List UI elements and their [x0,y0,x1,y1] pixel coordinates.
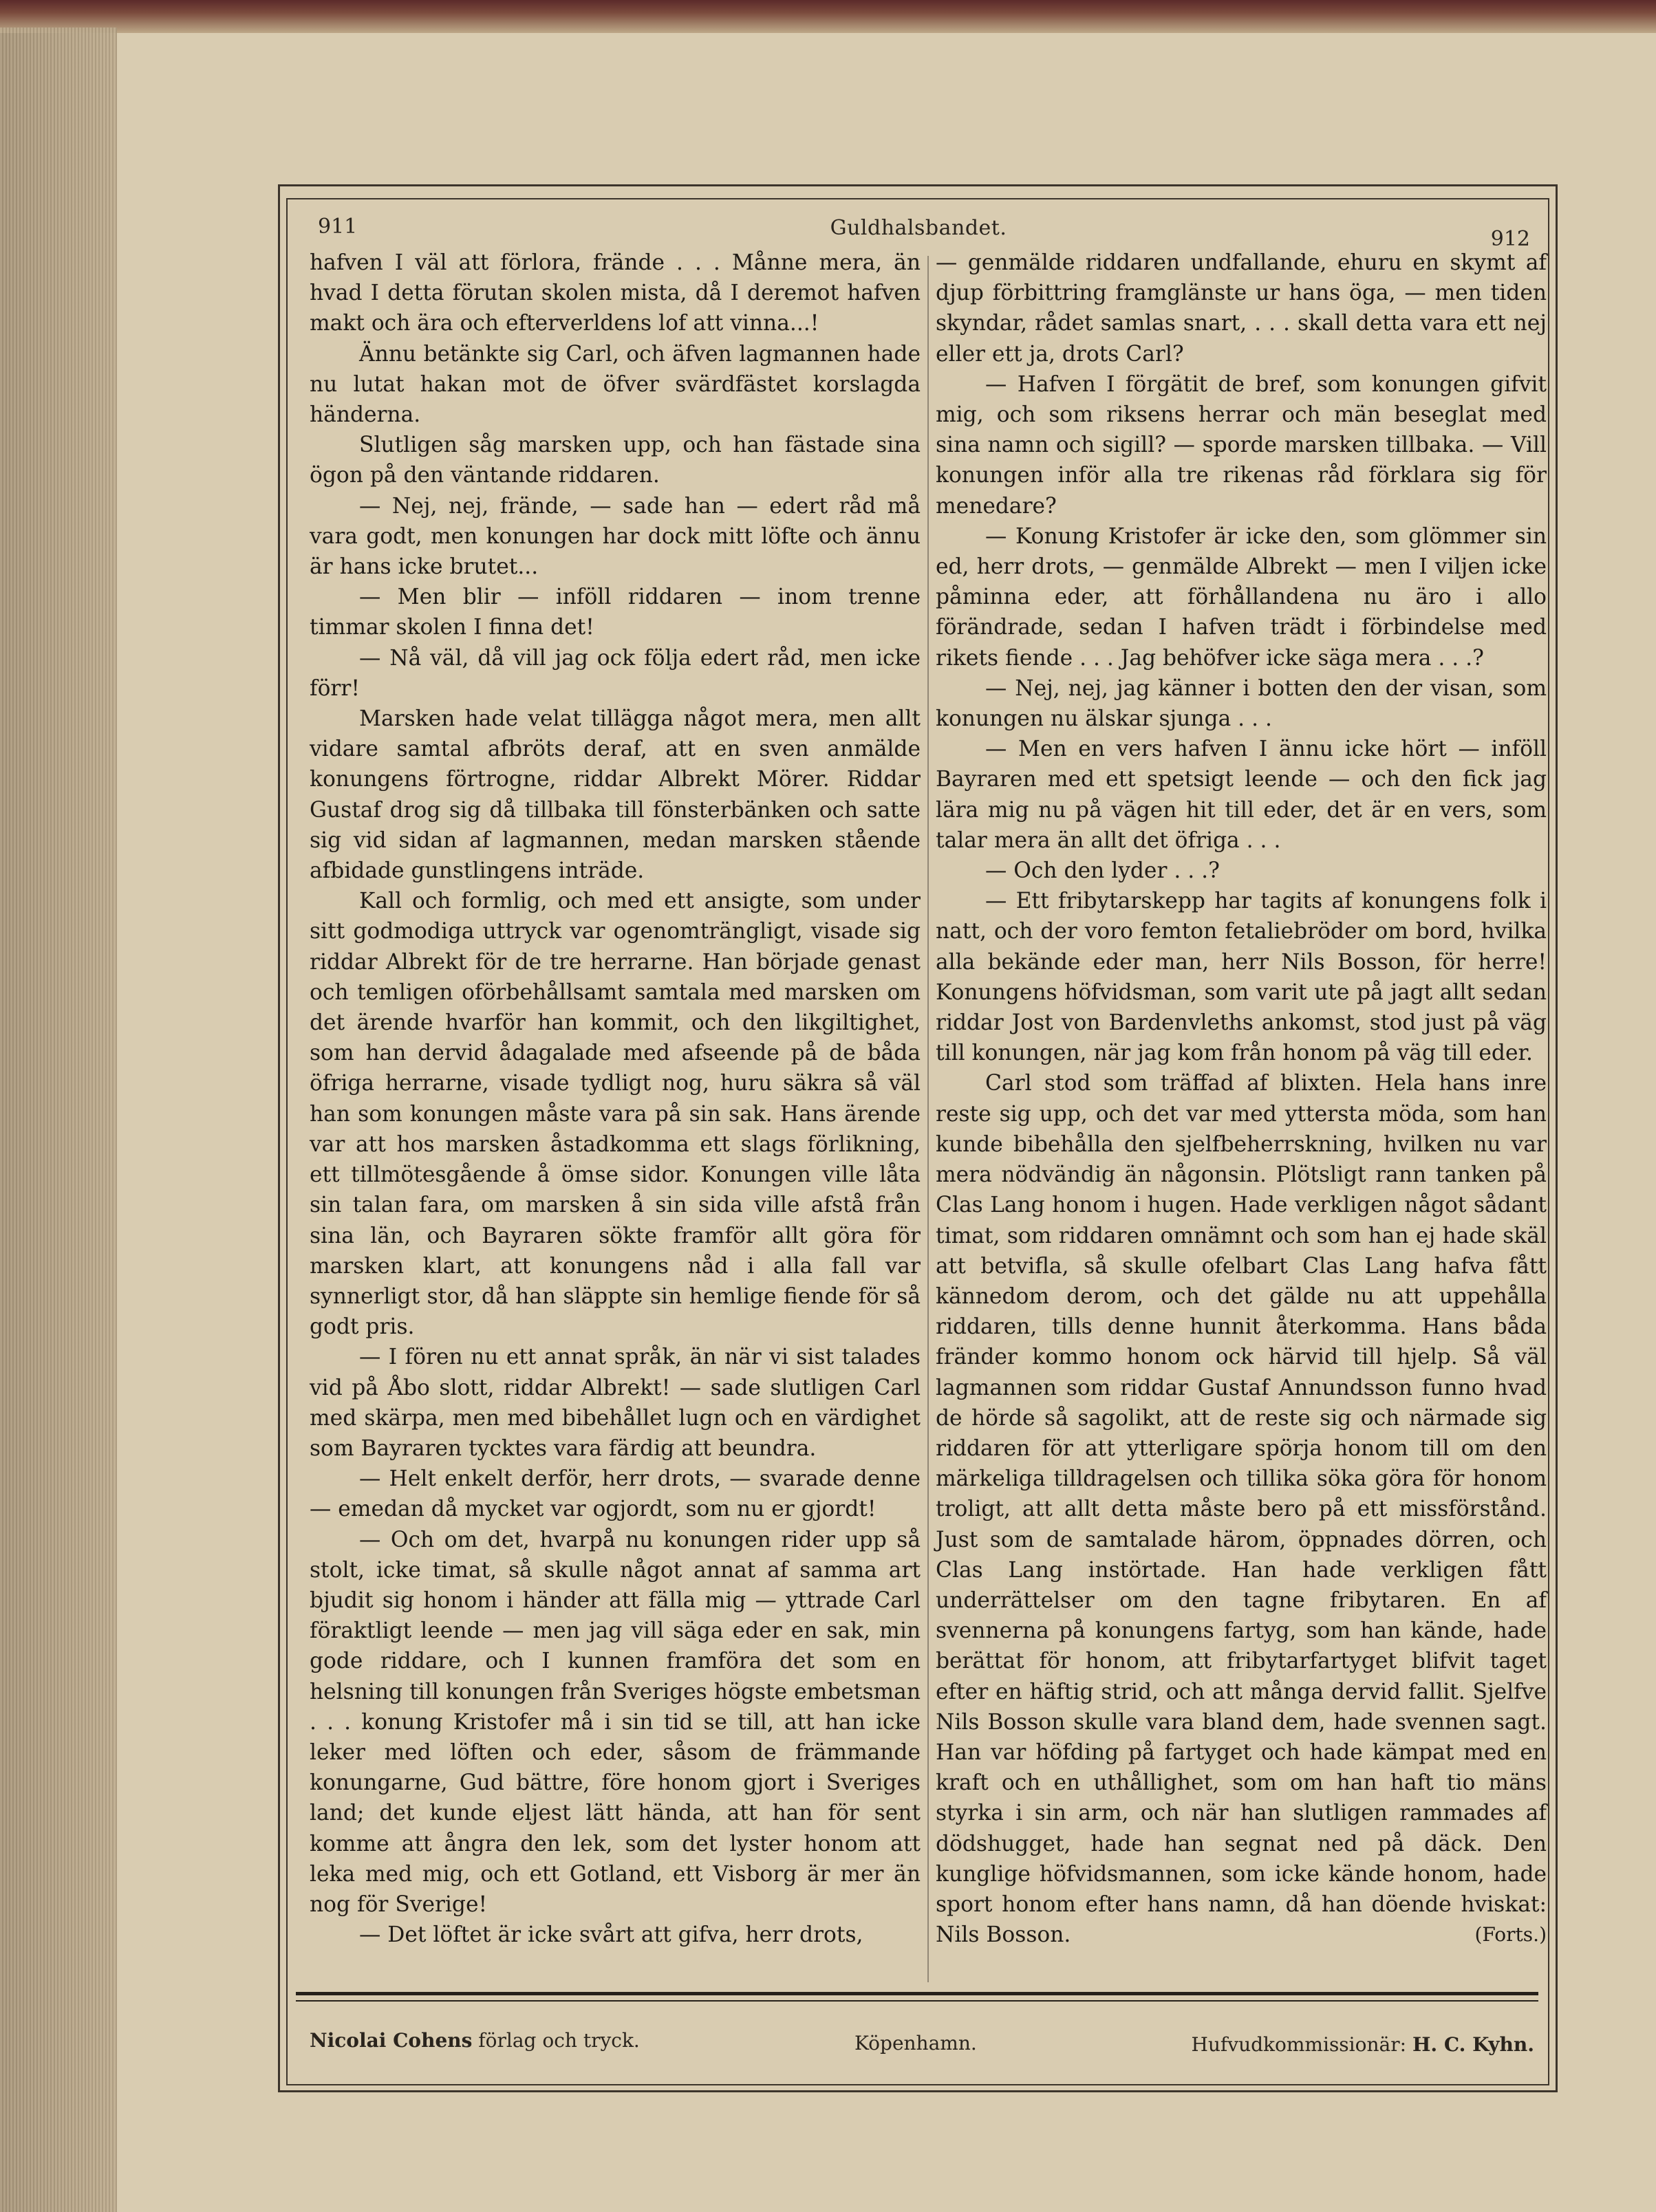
right-text-column [936,248,1547,1950]
page-stack-edges [0,28,117,2212]
publisher-suffix: förlag och tryck. [472,2029,640,2052]
paragraph-text: hafven I väl att förlora, frände . . . Månne mera, än hvad I detta förutan skolen mista, då I deremot hafven makt och ära och efterverldens lof att vinna...! [310,250,921,336]
paragraph-text: — Det löftet är icke svårt att gifva, herr drots, [359,1922,863,1948]
page-number-left: 911 [318,215,358,239]
paragraph-text: — Nå väl, då vill jag ock följa edert råd, men icke förr! [310,645,921,701]
page-number-right: 912 [1490,227,1530,251]
paragraph [936,734,1547,856]
imprint-footer [310,2029,1534,2063]
paragraph [310,582,921,642]
paragraph-text: — Konung Kristofer är icke den, som glömmer sin ed, herr drots, — genmälde Albrekt — men I viljen icke påminna eder, att förhållandena nu äro i allo förändrade, sedan I hafven trädt i förbindelse med rikets fiende . . . Jag behöfver icke säga mera . . .? [936,523,1547,671]
paragraph-text: — Men en vers hafven I ännu icke hört — inföll Bayraren med ett spetsigt leende — och den fick jag lära mig nu på vägen hit till eder, det är en vers, som talar mera än allt det öfriga . . . [936,737,1547,853]
paragraph-text: — I fören nu ett annat språk, än när vi sist talades vid på Åbo slott, riddar Albrekt! — sade slutligen Carl med skärpa, men med bibehållet lugn och en värdighet som Bayraren tycktes vara färdig att beundra. [310,1345,921,1461]
commission-name: H. C. Kyhn. [1412,2033,1534,2056]
paragraph-text: — genmälde riddaren undfallande, ehuru en skymt af djup förbittring framglänste ur hans öga, — men tiden skyndar, rådet samlas snart, . . . skall detta vara ett nej eller ett ja, drots Carl? [936,250,1547,367]
paragraph [936,886,1547,1068]
imprint-city: Köpenhamn. [854,2032,977,2054]
commission-imprint [1191,2033,1534,2056]
publisher-imprint [310,2029,640,2052]
paragraph-text: Carl stod som träffad af blixten. Hela hans inre reste sig upp, och det var med yttersta möda, som han kunde bibehålla den sjelfbeherrskning, hvilken nu var mera nödvändig än någonsin. Plötsligt rann tanken på Clas Lang honom i hugen. Hade verkligen något sådant timat, som riddaren omnämnt och som han ej hade skäl att betvifla, så skulle ofelbart Clas Lang hafva fått kännedom derom, och det gälde nu att uppehålla riddaren, tills denne hunnit återkomma. Hans båda fränder kommo honom ock härvid till hjelp. Så väl lagmannen som riddar Gustaf Annundsson funno hvad de hörde så sagolikt, att de reste sig och närmade sig riddaren för att ytterligare spörja honom till om den märkeliga tilldragelsen och tillika söka göra för honom troligt, att allt detta måste bero på ett missförstånd. Just som de samtalade härom, öppnades dörren, och Clas Lang instörtade. Han hade verkligen fått underrättelser om den tagne fribytaren. En af svennerna på konungens fartyg, som han kände, hade berättat för honom, att fribytarfartyget blifvit taget efter en häftig strid, och att många dervid fallit. Sjelfve Nils Bosson skulle vara bland dem, hade svennen sagt. Han var höfding på fartyget och hade kämpat med en kraft och en uthållighet, som om han haft tio mäns styrka i sin arm, och när han slutligen rammades af dödshugget, hade han segnat ned på däck. Den kunglige höfvidsmannen, som icke kände honom, hade sport honom efter hans namn, då han döende hviskat: Nils Bosson. [936,1071,1547,1948]
commission-label: Hufvudkommissionär: [1191,2033,1412,2056]
running-header [296,206,1541,251]
paragraph-text: Kall och formlig, och med ett ansigte, som under sitt godmodiga uttryck var ogenomträngligt, visade sig riddar Albrekt för de tre herrarne. Han började genast och temligen oförbehållsamt samtala med marsken om det ärende hvarför han kommit, och den likgiltighet, som han dervid ådagalade med afseende på de båda öfriga herrarne, visade tydligt nog, huru säkra så väl han som konungen måste vara på sin sak. Hans ärende var att hos marsken åstadkomma ett slags förlikning, ett tillmötesgående å ömse sidor. Konungen ville låta sin talan fara, om marsken å sin sida ville afstå från sina län, och Bayraren sökte framför allt göra för marsken klart, att konungens nåd i alla fall var synnerligt stor, då han släppte sin hemlige fiende för så godt pris. [310,889,921,1340]
paragraph [310,1464,921,1524]
footer-rule-thick [296,1992,1538,1995]
book-top-edge [0,0,1656,33]
paragraph [310,430,921,490]
paragraph [936,1068,1547,1950]
running-title: Guldhalsbandet. [830,216,1007,240]
paragraph-text: Ännu betänkte sig Carl, och äfven lagmannen hade nu lutat hakan mot de öfver svärdfästet korslagda händerna. [310,341,921,428]
paragraph [310,1920,921,1950]
paragraph [310,643,921,704]
paragraph-text: — Och den lyder . . .? [985,858,1220,884]
publisher-name: Nicolai Cohens [310,2029,473,2052]
paragraph-text: — Hafven I förgätit de bref, som konungen gifvit mig, och som riksens herrar och män beseglat med sina namn och sigill? — sporde marsken tillbaka. — Vill konungen inför alla tre rikenas råd förklara sig för menedare? [936,371,1547,519]
paragraph [310,248,921,339]
paragraph [936,521,1547,673]
paragraph-text: — Ett fribytarskepp har tagits af konungens folk i natt, och der voro femton fetaliebröder om bord, hvilka alla bekände eder man, herr Nils Bosson, för herre! Konungens höfvidsman, som varit ute på jagt allt sedan riddar Jost von Bardenvleths ankomst, stod just på väg till konungen, när jag kom från honom på väg till eder. [936,889,1547,1066]
continued-note: (Forts.) [1474,1923,1547,1947]
footer-rule-thin [296,2000,1538,2002]
column-divider [927,256,929,1982]
paragraph-text: Slutligen såg marsken upp, och han fästade sina ögon på den väntande riddaren. [310,433,921,488]
paragraph [310,704,921,886]
paragraph-text: — Helt enkelt derför, herr drots, — svarade denne — emedan då mycket var ogjordt, som nu er gjordt! [310,1466,921,1522]
paragraph-text: — Nej, nej, jag känner i botten den der visan, som konungen nu älskar sjunga . . . [936,675,1547,732]
paragraph [936,856,1547,886]
paragraph [936,248,1547,369]
paragraph-text: — Nej, nej, frände, — sade han — edert råd må vara godt, men konungen har dock mitt löfte och ännu är hans icke brutet... [310,493,921,580]
paragraph [310,491,921,583]
left-text-column [310,248,921,1950]
paragraph [936,673,1547,734]
paragraph [310,339,921,431]
paragraph-text: — Och om det, hvarpå nu konungen rider upp så stolt, icke timat, så skulle något annat af samma art bjudit sig honom i händer att fälla mig — yttrade Carl föraktligt leende — men jag vill säga eder en sak, min gode riddare, och I kunnen framföra det som en helsning till konungen från Sveriges högste embetsman . . . konung Kristofer må i sin tid se till, att han icke leker med löften och eder, såsom de främmande konungarne, Gud bättre, före honom gjort i Sveriges land; det kunde eljest lätt hända, att han för sent komme att ångra den lek, som det lyster honom att leka med mig, och ett Gotland, ett Visborg är mer än nog för Sverige! [310,1527,921,1917]
paragraph [310,886,921,1342]
paragraph [936,369,1547,521]
paragraph-text: — Men blir — inföll riddaren — inom trenne timmar skolen I finna det! [310,585,921,640]
paragraph [310,1525,921,1920]
paragraph-text: Marsken hade velat tillägga något mera, men allt vidare samtal afbröts deraf, att en sven anmälde konungens förtrogne, riddar Albrekt Mörer. Riddar Gustaf drog sig då tillbaka till fönsterbänken och satte sig vid sidan af lagmannen, medan marsken stående afbidade gunstlingens inträde. [310,706,921,884]
paragraph [310,1342,921,1464]
